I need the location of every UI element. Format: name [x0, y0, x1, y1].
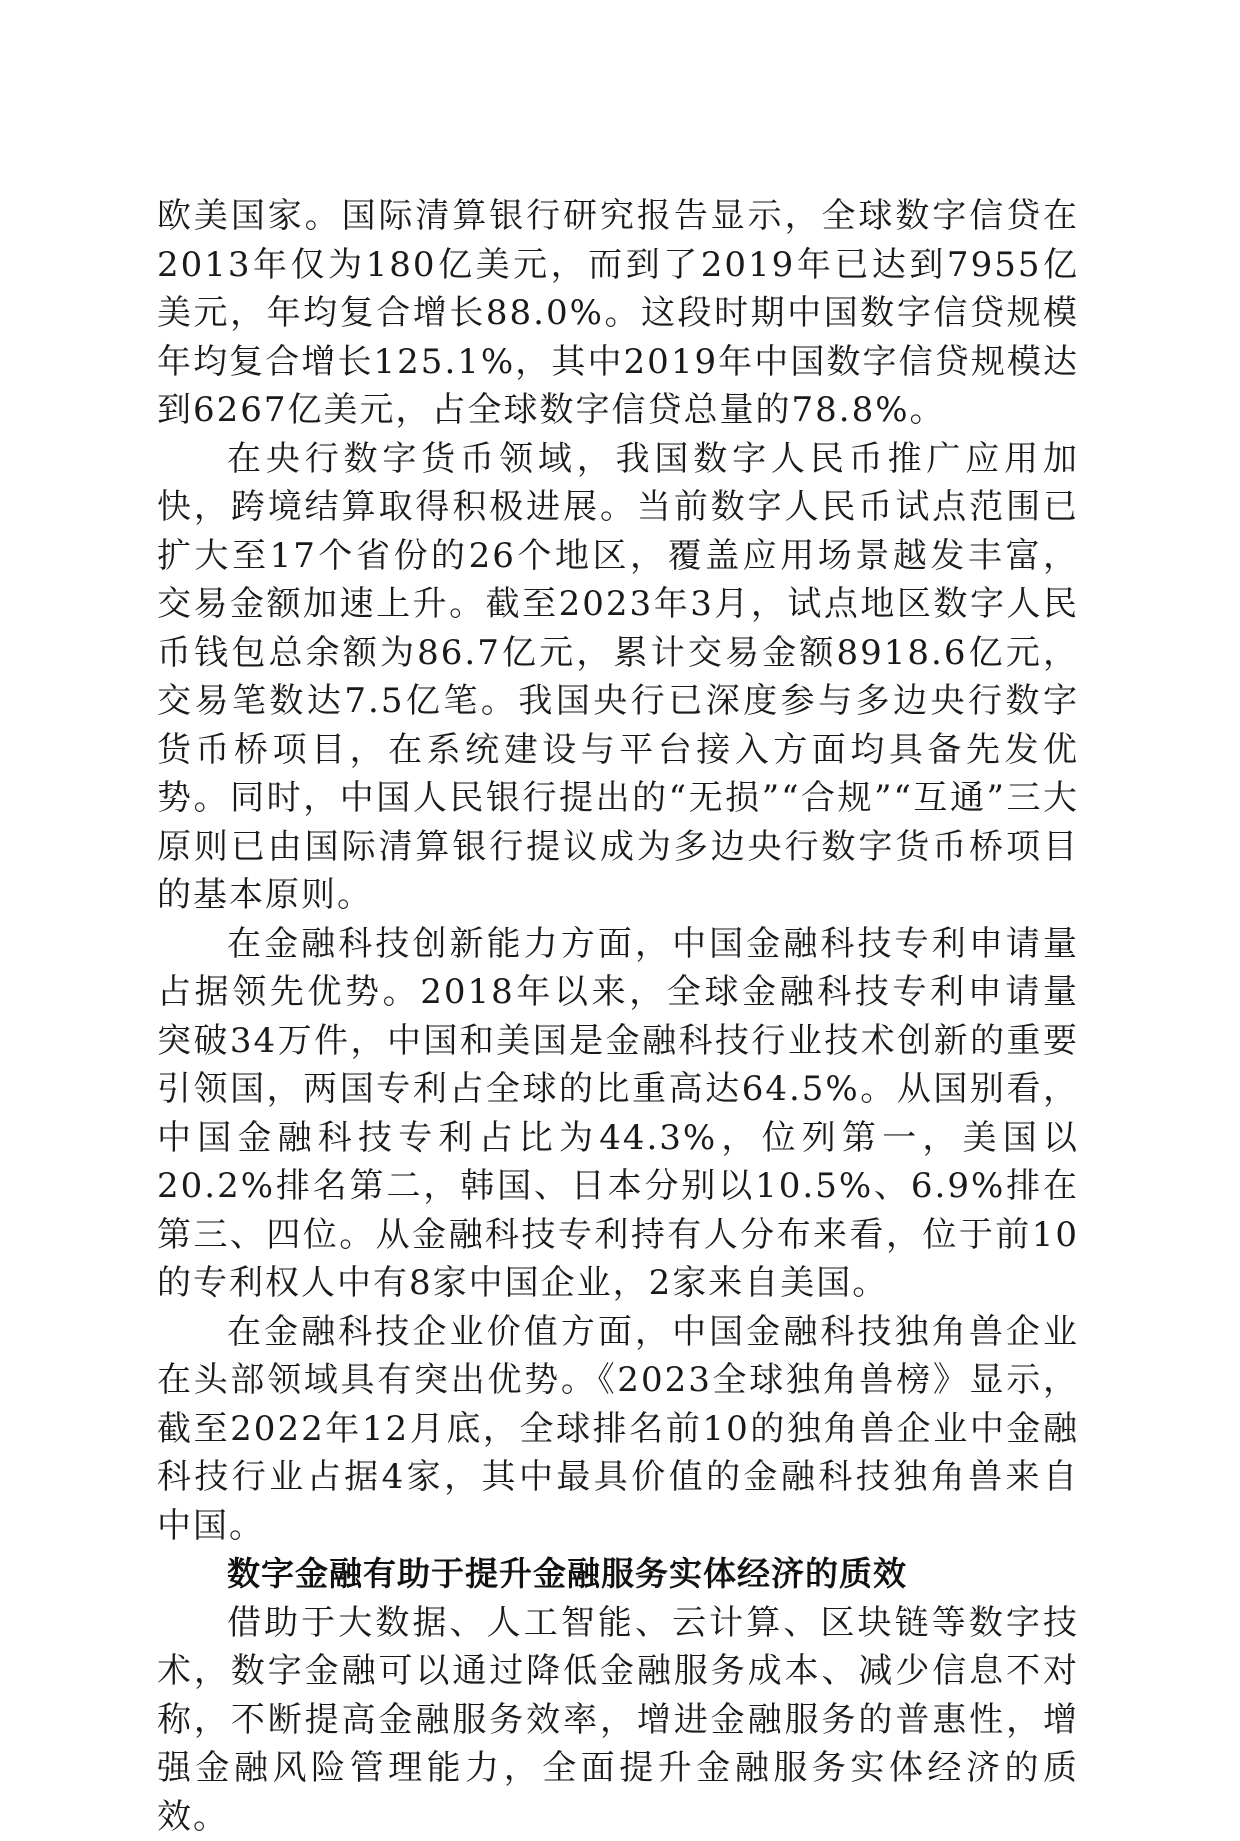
document-body: [157, 192, 1079, 1841]
paragraph-fintech-value: 在金融科技企业价值方面，中国金融科技独角兽企业在头部领域具有突出优势。《2023全球独角兽榜》显示，截至2022年12月底，全球排名前10的独角兽企业中金融科技行业占据4家，其中最具价值的金融科技独角兽来自中国。: [157, 1308, 1079, 1551]
section-heading: 数字金融有助于提升金融服务实体经济的质效: [157, 1550, 1079, 1599]
paragraph-fintech-innovation: 在金融科技创新能力方面，中国金融科技专利申请量占据领先优势。2018年以来，全球金融科技专利申请量突破34万件，中国和美国是金融科技行业技术创新的重要引领国，两国专利占全球的比重高达64.5%。从国别看，中国金融科技专利占比为44.3%，位列第一，美国以20.2%排名第二，韩国、日本分别以10.5%、6.9%排在第三、四位。从金融科技专利持有人分布来看，位于前10的专利权人中有8家中国企业，2家来自美国。: [157, 920, 1079, 1308]
paragraph-digital-currency: 在央行数字货币领域，我国数字人民币推广应用加快，跨境结算取得积极进展。当前数字人民币试点范围已扩大至17个省份的26个地区，覆盖应用场景越发丰富，交易金额加速上升。截至2023年3月，试点地区数字人民币钱包总余额为86.7亿元，累计交易金额8918.6亿元，交易笔数达7.5亿笔。我国央行已深度参与多边央行数字货币桥项目，在系统建设与平台接入方面均具备先发优势。同时，中国人民银行提出的“无损”“合规”“互通”三大原则已由国际清算银行提议成为多边央行数字货币桥项目的基本原则。: [157, 435, 1079, 920]
paragraph-closing: 借助于大数据、人工智能、云计算、区块链等数字技术，数字金融可以通过降低金融服务成本、减少信息不对称，不断提高金融服务效率，增进金融服务的普惠性，增强金融风险管理能力，全面提升金融服务实体经济的质效。: [157, 1599, 1079, 1841]
paragraph-continuation: 欧美国家。国际清算银行研究报告显示，全球数字信贷在2013年仅为180亿美元，而到了2019年已达到7955亿美元，年均复合增长88.0%。这段时期中国数字信贷规模年均复合增长125.1%，其中2019年中国数字信贷规模达到6267亿美元，占全球数字信贷总量的78.8%。: [157, 192, 1079, 435]
